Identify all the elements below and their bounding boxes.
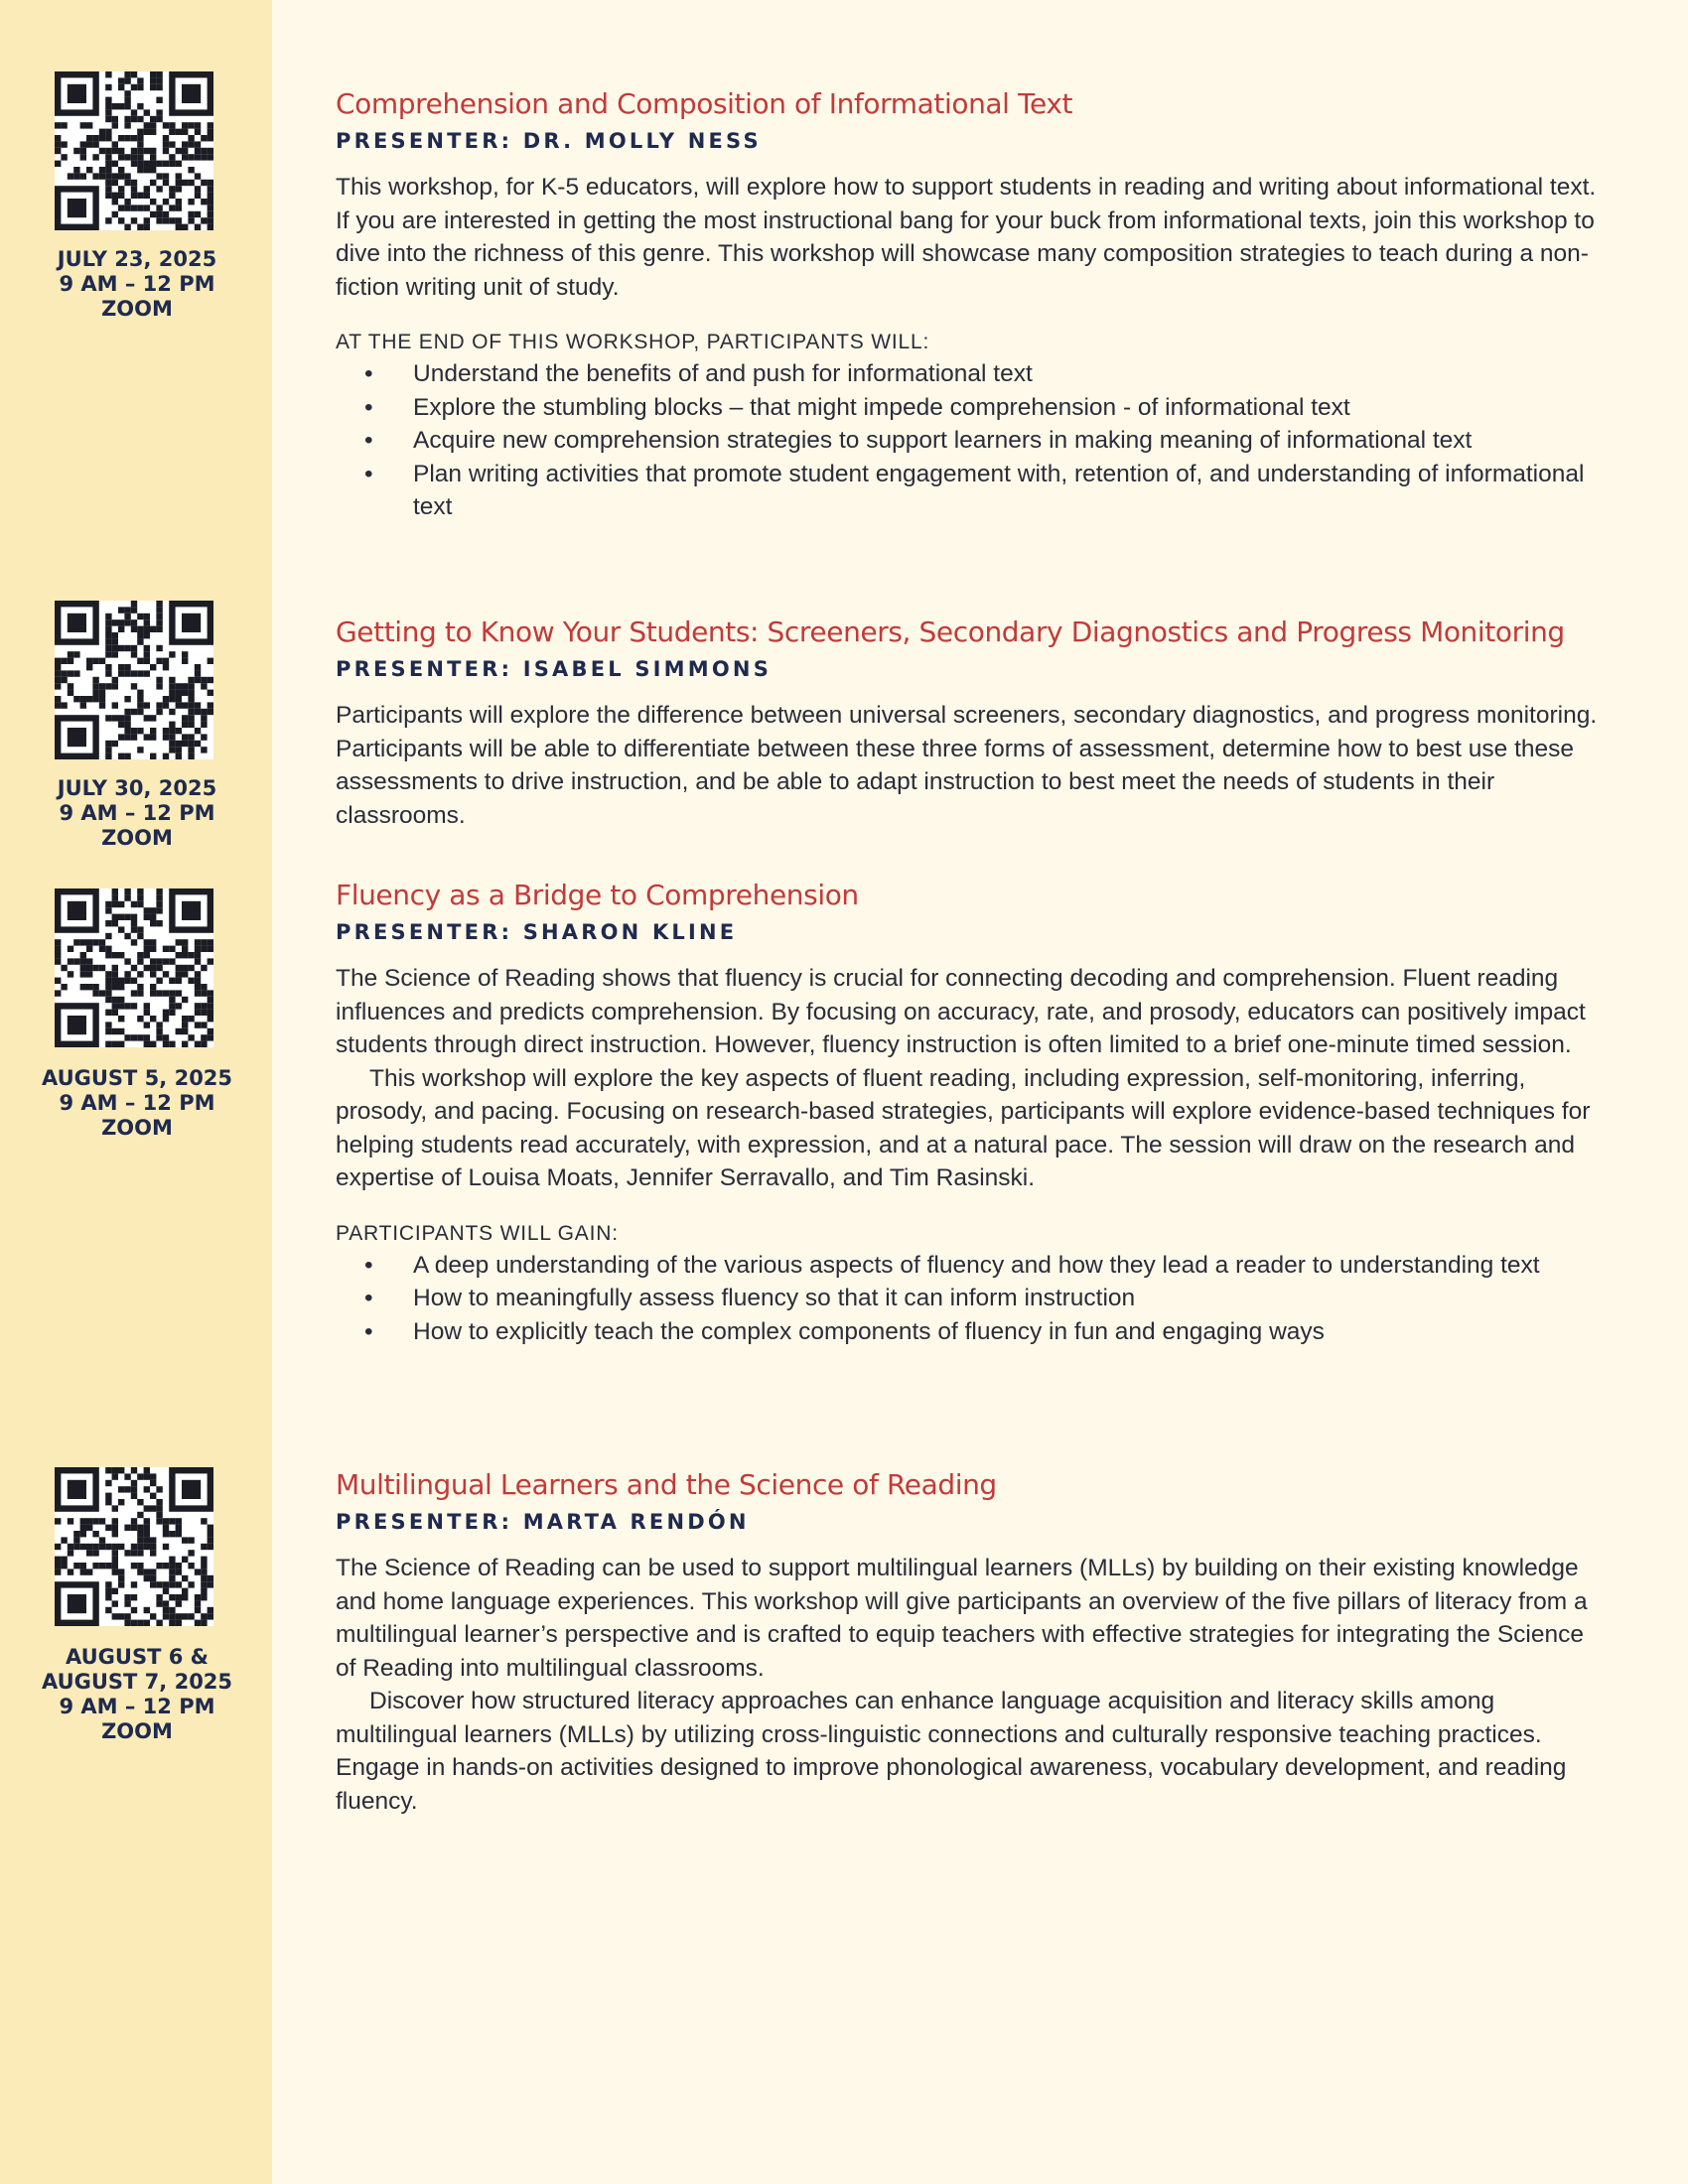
bullet-icon: • xyxy=(364,393,373,421)
list-item xyxy=(336,424,1607,458)
session-4 xyxy=(336,1465,1607,1818)
list-item xyxy=(336,1282,1607,1315)
description: This workshop, for K-5 educators, will explore how to support students in reading and writing about informational text. If you are interested in getting the most instructional bang for your buck from informational texts, join this workshop to dive into the richness of this genre. This workshop will showcase many composition strategies to teach during a non-fiction writing unit of study. xyxy=(336,174,1597,301)
list-item-text: Explore the stumbling blocks – that might impede comprehension - of informational text xyxy=(413,393,1350,421)
time-line: 9 AM – 12 PM xyxy=(59,272,215,296)
location-line: ZOOM xyxy=(101,297,173,321)
bullet-icon: • xyxy=(364,1285,373,1311)
session-2 xyxy=(336,613,1607,832)
session-3 xyxy=(336,876,1607,1348)
description: Participants will explore the difference between universal screeners, secondary diagnostics, and progress monitoring. Participants will be able to differentiate between these three forms of assessment, determine how to best use these assessments to drive instruction, and be able to adapt instruction to best meet the needs of students in their classrooms. xyxy=(336,702,1598,829)
date-line: AUGUST 6 & xyxy=(66,1645,209,1669)
outcomes-heading: PARTICIPANTS WILL GAIN: xyxy=(336,1221,619,1245)
list-item-text: How to meaningfully assess fluency so that it can inform instruction xyxy=(413,1285,1136,1311)
description: The Science of Reading shows that fluency is crucial for connecting decoding and comprehension. Fluent reading influences and predicts comprehension. By focusing on accuracy, rate, and prosody, educators can positively impact students through direct instruction. However, fluency instruction is often limited to a brief one-minute timed session. xyxy=(336,965,1586,1058)
time-line: 9 AM – 12 PM xyxy=(59,1091,215,1115)
list-item xyxy=(336,1249,1607,1283)
date-line: AUGUST 7, 2025 xyxy=(41,1670,233,1694)
session-1 xyxy=(336,84,1607,524)
date-line: JULY 30, 2025 xyxy=(57,776,217,800)
description: The Science of Reading can be used to support multilingual learners (MLLs) by building on their existing knowledge and home language experiences. This workshop will give participants an overview of the five pillars of literacy from a multilingual learner’s perspective and is crafted to equip teachers with effective strategies for integrating the Science of Reading into multilingual classrooms. xyxy=(336,1555,1588,1682)
outcomes-list xyxy=(336,1249,1607,1349)
date-line: JULY 23, 2025 xyxy=(57,247,217,271)
list-item-text: A deep understanding of the various aspects of fluency and how they lead a reader to understanding text xyxy=(413,1251,1540,1279)
list-item-text: Understand the benefits of and push for informational text xyxy=(413,360,1033,387)
date-line: AUGUST 5, 2025 xyxy=(41,1066,233,1090)
list-item-text: Acquire new comprehension strategies to support learners in making meaning of informational text xyxy=(413,427,1473,454)
presenter: PRESENTER: DR. MOLLY NESS xyxy=(336,129,762,153)
location-line: ZOOM xyxy=(101,1719,173,1743)
outcomes-list xyxy=(336,357,1607,524)
time-line: 9 AM – 12 PM xyxy=(59,801,215,825)
presenter: PRESENTER: SHARON KLINE xyxy=(336,920,738,944)
session-title: Fluency as a Bridge to Comprehension xyxy=(336,879,859,911)
bullet-icon: • xyxy=(364,1251,373,1279)
bullet-icon: • xyxy=(364,360,373,387)
presenter: PRESENTER: MARTA RENDÓN xyxy=(336,1510,750,1534)
bullet-icon: • xyxy=(364,1317,373,1345)
time-line: 9 AM – 12 PM xyxy=(59,1695,215,1718)
description: This workshop will explore the key aspects of fluent reading, including expression, self-monitoring, inferring, prosody, and pacing. Focusing on research-based strategies, participants will explore evidence-based techniques for helping students read accurately, with expression, and at a natural pace. The session will draw on the research and expertise of Louisa Moats, Jennifer Serravallo, and Tim Rasinski. xyxy=(336,1064,1591,1191)
bullet-icon: • xyxy=(364,427,373,454)
session-title: Comprehension and Composition of Informational Text xyxy=(336,87,1073,120)
list-item xyxy=(336,458,1607,524)
session-title: Getting to Know Your Students: Screeners, Secondary Diagnostics and Progress Monitoring xyxy=(336,615,1565,648)
outcomes-heading: AT THE END OF THIS WORKSHOP, PARTICIPANTS WILL: xyxy=(336,331,930,353)
presenter: PRESENTER: ISABEL SIMMONS xyxy=(336,657,773,681)
description: Discover how structured literacy approaches can enhance language acquisition and literacy skills among multilingual learners (MLLs) by utilizing cross-linguistic connections and culturally responsive teaching practices. Engage in hands-on activities designed to improve phonological awareness, vocabulary development, and reading fluency. xyxy=(336,1688,1567,1815)
location-line: ZOOM xyxy=(101,1116,173,1140)
list-item xyxy=(336,391,1607,425)
list-item xyxy=(336,357,1607,391)
list-item-text: Plan writing activities that promote student engagement with, retention of, and understanding of informational text xyxy=(413,460,1585,520)
session-title: Multilingual Learners and the Science of Reading xyxy=(336,1468,997,1501)
location-line: ZOOM xyxy=(101,826,173,850)
list-item-text: How to explicitly teach the complex components of fluency in fun and engaging ways xyxy=(413,1317,1325,1345)
list-item xyxy=(336,1315,1607,1349)
bullet-icon: • xyxy=(364,460,373,487)
